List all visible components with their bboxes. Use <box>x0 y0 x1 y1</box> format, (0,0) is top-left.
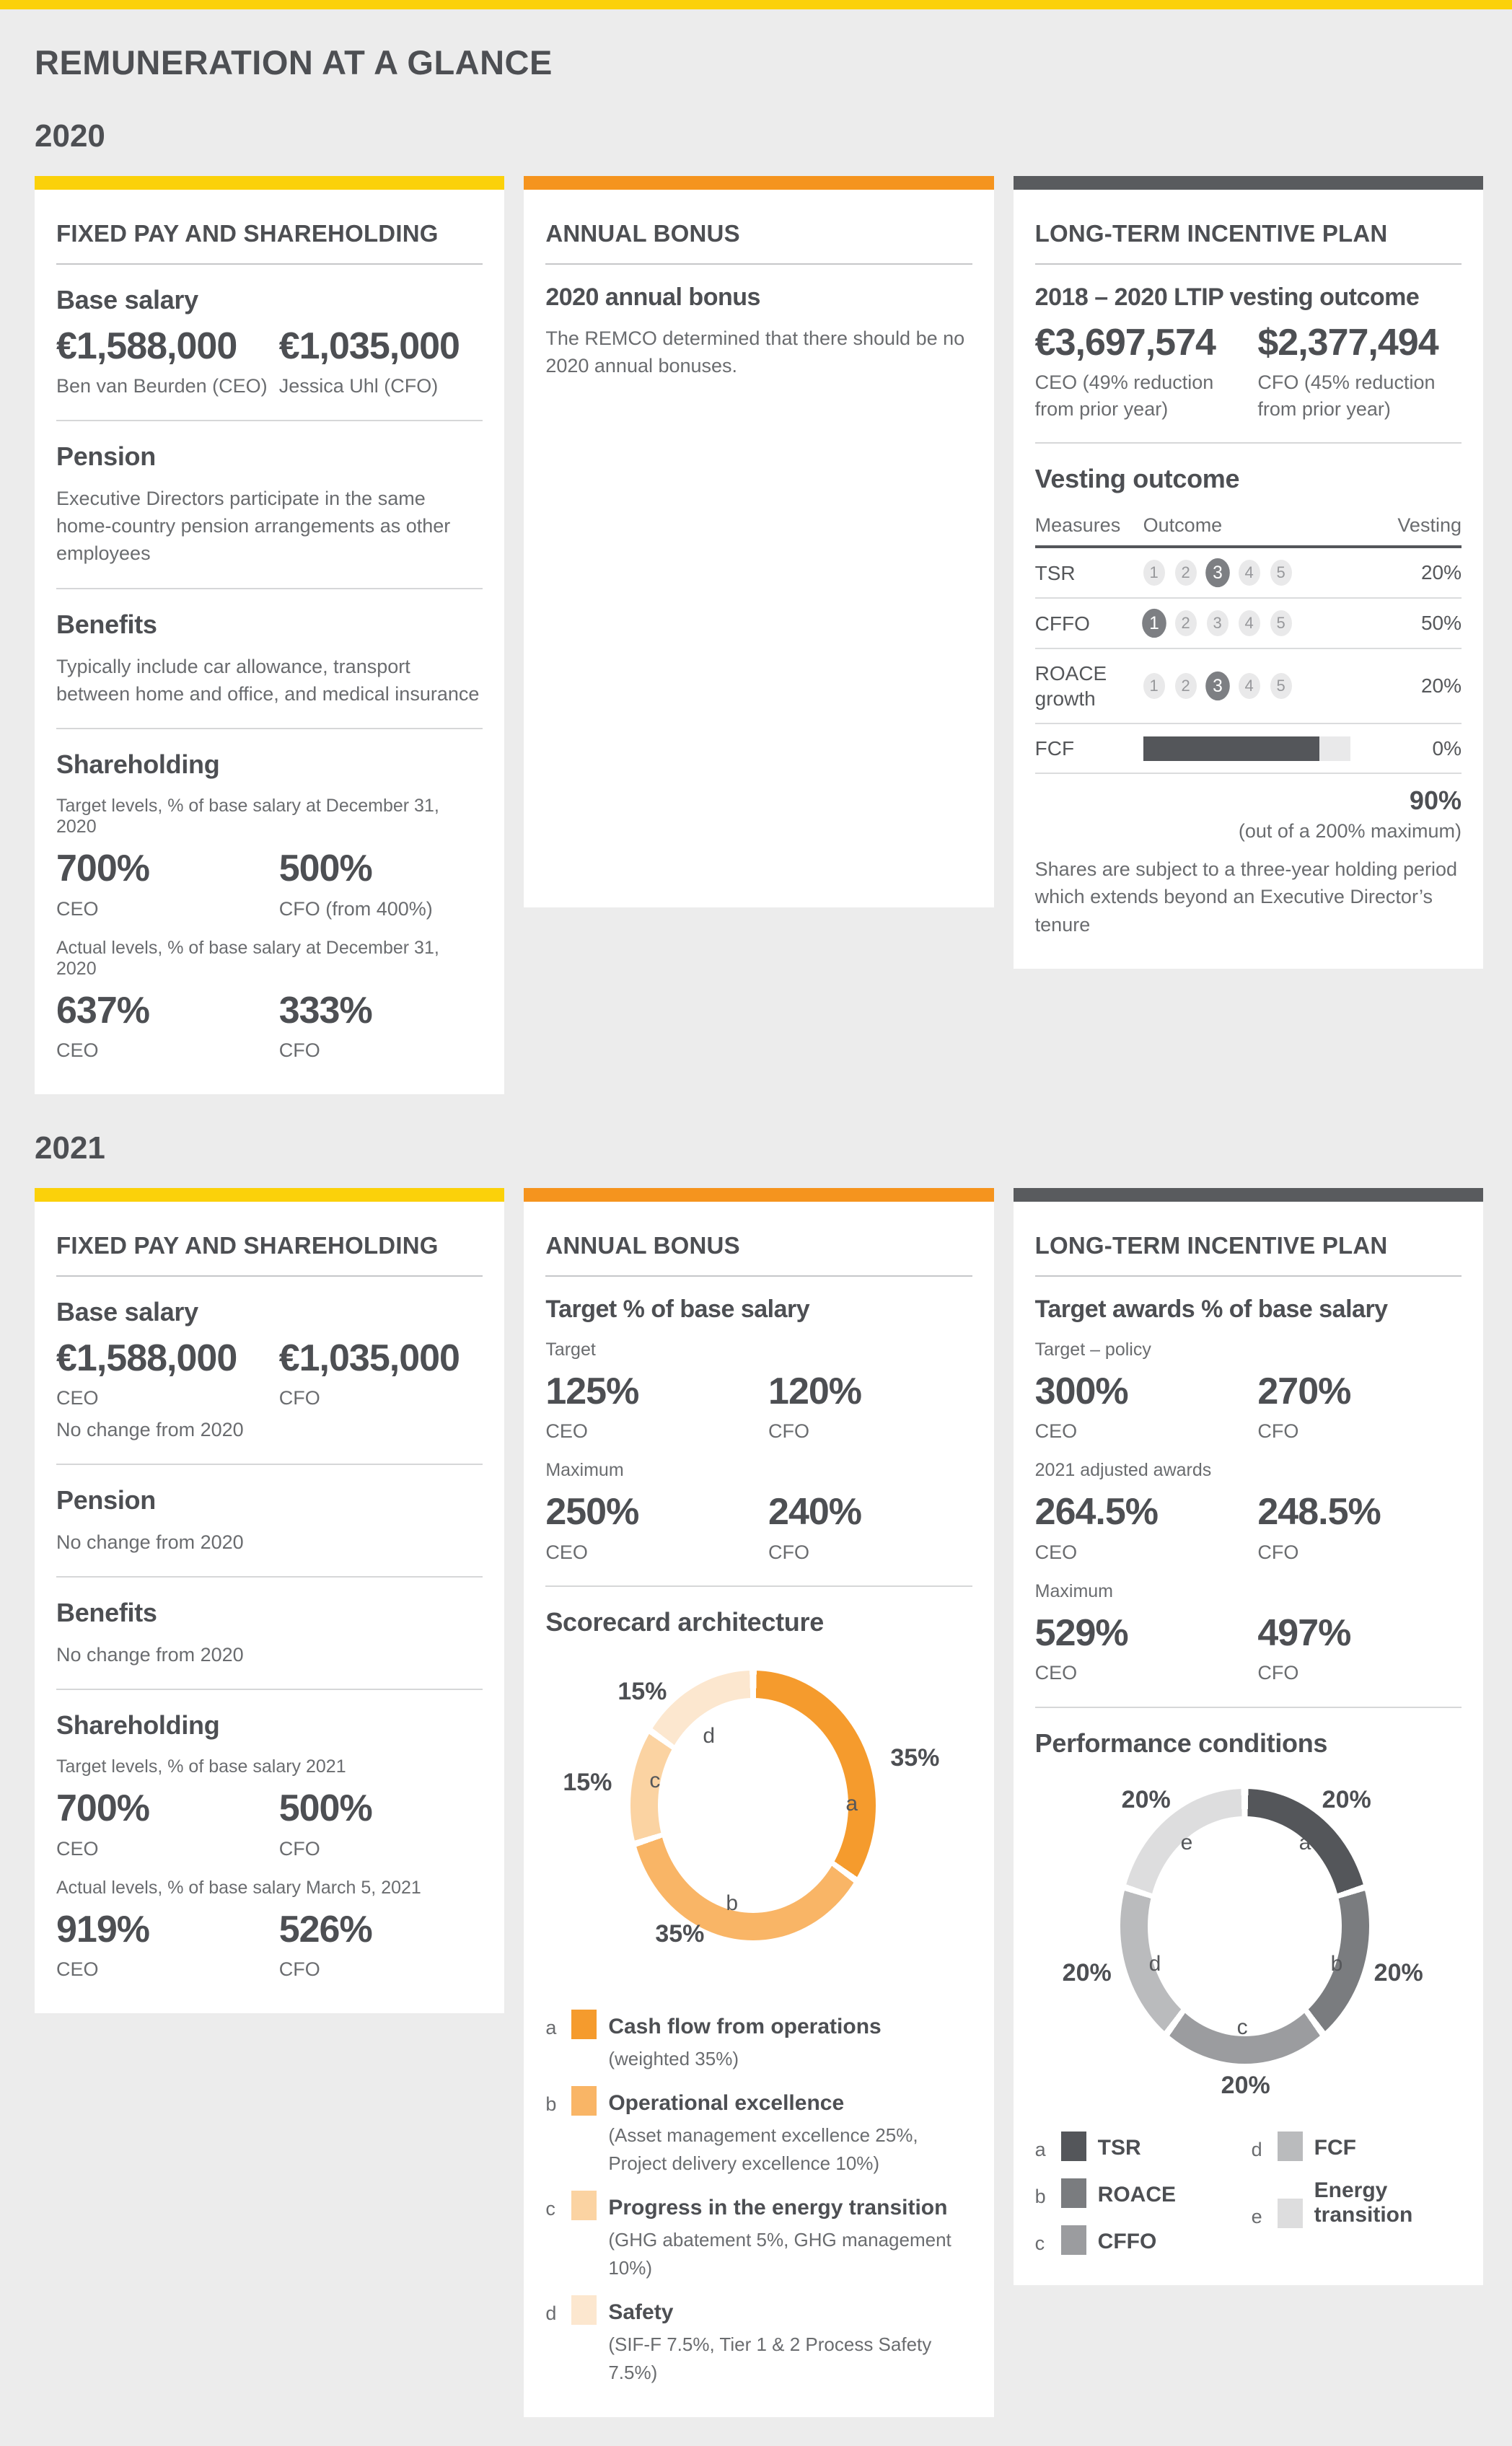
target-ceo-value: 700% <box>56 848 149 890</box>
legend-item-roace <box>1035 2178 1252 2208</box>
outcome-dot-3-active: 3 <box>1205 558 1230 587</box>
divider <box>56 588 483 589</box>
bonus-text: The REMCO determined that there should be no 2020 annual bonuses. <box>545 327 965 377</box>
card-accent-bar-yellow <box>35 1188 504 1202</box>
cfo-column <box>768 1491 972 1565</box>
card-body <box>524 190 993 410</box>
year-heading-2021: 2021 <box>35 1130 105 1166</box>
outcome-dot-3: 3 <box>1207 610 1228 636</box>
divider <box>56 420 483 421</box>
cfo-column <box>279 325 483 400</box>
segment-d-pct-label: 20% <box>1062 1958 1112 1987</box>
shareholding-title: Shareholding <box>56 1710 220 1741</box>
bonus-target-cfo-label: CFO <box>768 1420 810 1442</box>
ltip-cfo-label: CFO (45% reduction from prior year) <box>1257 371 1436 420</box>
legend-label: TSR <box>1097 2136 1141 2160</box>
card-accent-bar-yellow <box>35 176 504 190</box>
legend-column-left <box>1035 2114 1252 2255</box>
segment-a-letter: a <box>1298 1830 1311 1855</box>
base-salary-title: Base salary <box>56 1296 198 1327</box>
bonus-target-cfo: 120% <box>768 1370 862 1412</box>
segment-c-pct-label: 15% <box>563 1769 612 1796</box>
vesting-outcome-table <box>1035 507 1462 843</box>
adjusted-ceo-label: CEO <box>1034 1541 1078 1563</box>
cards-row-2021 <box>35 1188 1483 2417</box>
base-salary-title: Base salary <box>56 285 198 314</box>
pension-title: Pension <box>56 441 156 471</box>
segment-b-pct-label: 35% <box>655 1920 705 1948</box>
page-title: REMUNERATION AT A GLANCE <box>35 43 553 82</box>
target-cfo-label: CFO (from 400%) <box>278 897 433 920</box>
ltip-vesting-values <box>1035 322 1462 422</box>
shareholding-actual-values <box>56 990 483 1064</box>
outcome-dot-5: 5 <box>1270 673 1292 699</box>
bonus-max-cfo: 240% <box>768 1491 862 1534</box>
legend-label: Safety <box>608 2300 674 2324</box>
adjusted-cfo-value: 248.5% <box>1257 1491 1381 1534</box>
legend-label: CFFO <box>1097 2230 1157 2254</box>
divider <box>1035 1707 1462 1708</box>
card-body <box>35 1202 504 2013</box>
legend-key: b <box>1034 2185 1046 2207</box>
cards-row-2020 <box>35 176 1483 1094</box>
ltip-max-ceo-label: CEO <box>1034 1662 1078 1684</box>
legend-key: b <box>545 2093 557 2115</box>
shareholding-title: Shareholding <box>56 749 220 780</box>
ceo-salary-label: Ben van Beurden (CEO) <box>56 375 268 397</box>
actual-ceo-value: 919% <box>56 1909 149 1951</box>
cfo-column <box>279 1909 483 1983</box>
ltip-max-cfo-value: 497% <box>1257 1612 1351 1654</box>
actual-cfo-value: 333% <box>278 989 372 1031</box>
legend-swatch <box>1061 2225 1086 2255</box>
ceo-column <box>1035 1371 1249 1445</box>
vesting-total <box>1035 786 1462 843</box>
year-heading-2020: 2020 <box>35 118 105 154</box>
cfo-column <box>279 1787 483 1862</box>
legend-label: FCF <box>1314 2136 1356 2160</box>
shareholding-actual-label: Actual levels, % of base salary March 5, 2021 <box>56 1878 421 1899</box>
donut-ring <box>630 1671 876 1940</box>
segment-d-letter: d <box>1148 1951 1161 1976</box>
cfo-column <box>279 990 483 1064</box>
bonus-max-ceo-label: CEO <box>545 1541 588 1563</box>
legend-item-operational-excellence <box>545 2086 972 2178</box>
ltip-subhead: Target awards % of base salary <box>1034 1295 1388 1323</box>
target-ceo-label: CEO <box>56 1837 99 1860</box>
legend-label: Operational excellence <box>608 2090 845 2115</box>
card-accent-bar-orange <box>524 176 993 190</box>
legend-item-head <box>1035 2225 1252 2255</box>
legend-item-energy-transition <box>1252 2178 1462 2228</box>
legend-key: a <box>1034 2138 1046 2160</box>
table-row-cffo <box>1035 599 1462 649</box>
cfo-column <box>1257 1612 1462 1686</box>
legend-item-safety <box>545 2295 972 2387</box>
divider <box>56 1576 483 1578</box>
outcome-dot-1: 1 <box>1143 673 1165 699</box>
adjusted-awards-label: 2021 adjusted awards <box>1034 1460 1212 1481</box>
card-body <box>524 1202 993 2417</box>
legend-sublabel: (Asset management excellence 25%, Project delivery excellence 10%) <box>608 2124 918 2174</box>
vesting-outcome-title: Vesting outcome <box>1034 464 1240 494</box>
base-salary-values <box>56 325 483 400</box>
vesting-value: 50% <box>1420 612 1462 635</box>
legend-label: Energy transition <box>1314 2178 1413 2227</box>
ceo-column <box>1035 1491 1249 1565</box>
legend-item-head <box>1035 2178 1252 2208</box>
col-outcome: Outcome <box>1143 514 1223 537</box>
measure-label: CFFO <box>1034 612 1090 635</box>
segment-e-letter: e <box>1180 1830 1193 1855</box>
legend-swatch <box>571 2010 597 2039</box>
pension-text: No change from 2020 <box>56 1531 244 1553</box>
ltip-adjusted-values <box>1035 1491 1462 1565</box>
benefits-title: Benefits <box>56 1598 157 1628</box>
ceo-column <box>56 1337 271 1443</box>
segment-a-pct-label: 20% <box>1322 1785 1371 1813</box>
bonus-target-ceo-label: CEO <box>545 1420 588 1442</box>
holding-period-note: Shares are subject to a three-year holding period which extends beyond an Executive Director’s tenure <box>1034 858 1458 936</box>
card-body <box>1014 190 1483 969</box>
benefits-text: No change from 2020 <box>56 1644 244 1666</box>
ltip-subhead: 2018 – 2020 LTIP vesting outcome <box>1034 283 1420 311</box>
benefits-title: Benefits <box>56 609 157 639</box>
ceo-column <box>56 1909 271 1983</box>
legend-item-head <box>545 2010 972 2039</box>
legend-label: Cash flow from operations <box>608 2014 882 2038</box>
performance-conditions-legend <box>1035 2114 1462 2255</box>
vesting-value: 20% <box>1420 674 1462 698</box>
outcome-scale-dots <box>1143 673 1382 699</box>
legend-sublabel: (SIF-F 7.5%, Tier 1 & 2 Process Safety 7.5%) <box>608 2333 932 2383</box>
table-row-roace-growth <box>1035 649 1462 724</box>
bonus-target-ceo: 125% <box>545 1370 639 1412</box>
outcome-dot-1: 1 <box>1143 560 1165 586</box>
target-ceo-label: CEO <box>56 897 99 920</box>
segment-c-pct-label: 20% <box>1221 2071 1270 2099</box>
legend-item-head <box>1035 2132 1252 2161</box>
legend-item-cffo <box>1035 2225 1252 2255</box>
legend-label: ROACE <box>1097 2183 1176 2207</box>
outcome-dot-5: 5 <box>1270 610 1292 636</box>
vesting-value: 20% <box>1420 561 1462 584</box>
legend-label: Progress in the energy transition <box>608 2195 948 2220</box>
policy-cfo-value: 270% <box>1257 1370 1351 1412</box>
measure-label: ROACE growth <box>1034 662 1107 711</box>
base-salary-values <box>56 1337 483 1443</box>
actual-ceo-label: CEO <box>56 1039 99 1062</box>
target-cfo-value: 500% <box>278 848 372 890</box>
cfo-column <box>279 848 483 922</box>
segment-a-pct-label: 35% <box>890 1744 940 1772</box>
maximum-label: Maximum <box>545 1460 624 1481</box>
progress-bar-fill <box>1143 736 1319 761</box>
bonus-subhead: 2020 annual bonus <box>545 283 760 311</box>
policy-cfo-label: CFO <box>1257 1420 1299 1442</box>
outcome-progress-bar <box>1143 736 1350 761</box>
ltip-ceo-value: €3,697,574 <box>1034 322 1216 364</box>
legend-key: c <box>545 2198 555 2220</box>
card-title: ANNUAL BONUS <box>545 220 972 265</box>
section-2021 <box>35 1130 1483 2417</box>
legend-item-head <box>1252 2178 1462 2228</box>
shareholding-target-label: Target levels, % of base salary 2021 <box>56 1756 346 1777</box>
measure-label: FCF <box>1034 737 1075 760</box>
outcome-dot-4: 4 <box>1239 560 1260 586</box>
ceo-salary-value: €1,588,000 <box>56 1337 237 1379</box>
divider <box>545 1585 972 1587</box>
card-title: ANNUAL BONUS <box>545 1232 972 1277</box>
ltip-cfo-value: $2,377,494 <box>1257 322 1438 364</box>
segment-a-letter: a <box>845 1792 858 1816</box>
card-accent-bar-orange <box>524 1188 993 1202</box>
adjusted-cfo-label: CFO <box>1257 1541 1299 1563</box>
section-2020 <box>35 118 1483 1094</box>
segment-b-pct-label: 20% <box>1373 1958 1423 1987</box>
legend-item-head <box>545 2295 972 2325</box>
policy-label: Target – policy <box>1034 1339 1151 1360</box>
shareholding-actual-label: Actual levels, % of base salary at December 31, 2020 <box>56 937 439 979</box>
cfo-column <box>279 1337 483 1443</box>
cfo-salary-value: €1,035,000 <box>278 1337 460 1379</box>
adjusted-ceo-value: 264.5% <box>1034 1491 1159 1534</box>
col-measures: Measures <box>1034 514 1121 537</box>
pension-title: Pension <box>56 1484 156 1515</box>
legend-item-energy-transition-progress <box>545 2191 972 2282</box>
ceo-column <box>1035 1612 1249 1686</box>
target-label: Target <box>545 1339 596 1360</box>
cfo-column <box>1257 322 1462 422</box>
ceo-column <box>56 1787 271 1862</box>
actual-ceo-value: 637% <box>56 989 149 1031</box>
ceo-column <box>56 848 271 922</box>
ceo-column <box>545 1491 760 1565</box>
divider <box>1035 442 1462 444</box>
card-body <box>1014 1202 1483 2285</box>
legend-key: e <box>1251 2205 1262 2227</box>
legend-column-right <box>1252 2114 1462 2255</box>
table-row-fcf <box>1035 724 1462 774</box>
legend-swatch <box>1278 2199 1303 2228</box>
outcome-scale-dots <box>1143 560 1382 586</box>
outcome-dot-4: 4 <box>1239 673 1260 699</box>
target-ceo-value: 700% <box>56 1787 149 1830</box>
legend-key: a <box>545 2017 557 2038</box>
outcome-dot-2: 2 <box>1175 610 1197 636</box>
legend-swatch <box>571 2191 597 2220</box>
outcome-dot-2: 2 <box>1175 673 1197 699</box>
legend-item-fcf <box>1252 2132 1462 2161</box>
bonus-subhead: Target % of base salary <box>545 1295 810 1323</box>
cfo-salary-label: CFO <box>278 1386 320 1409</box>
legend-swatch <box>571 2295 597 2325</box>
legend-key: c <box>1034 2232 1045 2254</box>
ceo-column <box>545 1371 760 1445</box>
outcome-dot-3-active: 3 <box>1205 672 1230 700</box>
legend-item-head <box>1252 2132 1462 2161</box>
card-ltip-2020 <box>1014 176 1483 969</box>
card-fixed-pay-2021 <box>35 1188 504 2013</box>
cfo-column <box>1257 1491 1462 1565</box>
card-annual-bonus-2021 <box>524 1188 993 2417</box>
divider <box>56 1689 483 1690</box>
legend-swatch <box>1278 2132 1303 2161</box>
page-content <box>0 43 1512 2446</box>
outcome-dot-5: 5 <box>1270 560 1292 586</box>
scorecard-donut-chart <box>563 1671 940 1948</box>
bonus-max-values <box>545 1491 972 1565</box>
bonus-target-values <box>545 1371 972 1445</box>
top-accent-bar <box>0 0 1512 9</box>
pension-text: Executive Directors participate in the same home-country pension arrangements as other employees <box>56 487 451 565</box>
actual-cfo-value: 526% <box>278 1909 372 1951</box>
bonus-max-ceo: 250% <box>545 1491 639 1534</box>
benefits-text: Typically include car allowance, transport between home and office, and medical insurance <box>56 655 480 705</box>
outcome-scale-dots <box>1143 610 1382 636</box>
shareholding-target-values <box>56 1787 483 1862</box>
cfo-column <box>768 1371 972 1445</box>
legend-sublabel: (GHG abatement 5%, GHG management 10%) <box>608 2229 951 2279</box>
vesting-value: 0% <box>1432 736 1462 760</box>
outcome-dot-4: 4 <box>1239 610 1260 636</box>
target-cfo-value: 500% <box>278 1787 372 1830</box>
shareholding-actual-values <box>56 1909 483 1983</box>
legend-key: d <box>1251 2138 1262 2160</box>
bonus-max-cfo-label: CFO <box>768 1541 810 1563</box>
target-cfo-label: CFO <box>278 1837 320 1860</box>
ceo-salary-note: No change from 2020 <box>56 1419 244 1441</box>
policy-ceo-label: CEO <box>1034 1420 1078 1442</box>
card-title: FIXED PAY AND SHAREHOLDING <box>56 220 483 265</box>
segment-c-letter: c <box>649 1769 661 1792</box>
ceo-salary-value: €1,588,000 <box>56 325 237 367</box>
legend-item-head <box>545 2086 972 2116</box>
performance-conditions-donut-chart <box>1062 1785 1423 2099</box>
card-ltip-2021 <box>1014 1188 1483 2285</box>
outcome-dot-1-active: 1 <box>1142 609 1166 638</box>
legend-swatch <box>1061 2132 1086 2161</box>
card-accent-bar-dark <box>1014 176 1483 190</box>
segment-e-pct-label: 20% <box>1121 1785 1171 1813</box>
segment-b-letter: b <box>726 1891 739 1915</box>
shareholding-target-values <box>56 848 483 922</box>
card-fixed-pay-2020 <box>35 176 504 1094</box>
divider <box>56 728 483 729</box>
legend-swatch <box>571 2086 597 2116</box>
donut-hole <box>658 1698 848 1913</box>
cfo-salary-label: Jessica Uhl (CFO) <box>278 375 439 397</box>
ceo-salary-label: CEO <box>56 1386 99 1409</box>
segment-d-pct-label: 15% <box>617 1678 667 1705</box>
performance-conditions-title: Performance conditions <box>1034 1728 1328 1758</box>
donut-hole <box>1148 1816 1342 2036</box>
actual-ceo-label: CEO <box>56 1958 99 1981</box>
ceo-column <box>56 990 271 1064</box>
legend-swatch <box>1061 2178 1086 2208</box>
ltip-max-ceo-value: 529% <box>1034 1612 1128 1654</box>
legend-item-tsr <box>1035 2132 1252 2161</box>
total-vesting-note: (out of a 200% maximum) <box>1238 820 1462 843</box>
segment-d-letter: d <box>703 1724 716 1748</box>
scorecard-legend <box>545 2010 972 2387</box>
legend-sublabel: (weighted 35%) <box>608 2048 739 2069</box>
card-title: FIXED PAY AND SHAREHOLDING <box>56 1232 483 1277</box>
cfo-salary-value: €1,035,000 <box>278 325 460 367</box>
card-title: LONG-TERM INCENTIVE PLAN <box>1035 220 1462 265</box>
col-vesting: Vesting <box>1397 514 1462 537</box>
total-vesting-value: 90% <box>1409 786 1462 816</box>
actual-cfo-label: CFO <box>278 1039 320 1062</box>
ltip-ceo-label: CEO (49% reduction from prior year) <box>1034 371 1214 420</box>
card-title: LONG-TERM INCENTIVE PLAN <box>1035 1232 1462 1277</box>
card-annual-bonus-2020 <box>524 176 993 907</box>
scorecard-title: Scorecard architecture <box>545 1607 824 1637</box>
legend-item-cash-flow <box>545 2010 972 2073</box>
card-accent-bar-dark <box>1014 1188 1483 1202</box>
actual-cfo-label: CFO <box>278 1958 320 1981</box>
table-row-tsr <box>1035 548 1462 599</box>
legend-key: d <box>545 2302 557 2324</box>
maximum-label: Maximum <box>1034 1581 1113 1601</box>
segment-c-letter: c <box>1236 2015 1248 2039</box>
ceo-column <box>1035 322 1249 422</box>
ceo-column <box>56 325 271 400</box>
legend-item-head <box>545 2191 972 2220</box>
shareholding-target-label: Target levels, % of base salary at December 31, 2020 <box>56 796 439 837</box>
measure-label: TSR <box>1034 561 1076 584</box>
ltip-max-values <box>1035 1612 1462 1686</box>
policy-ceo-value: 300% <box>1034 1370 1128 1412</box>
divider <box>56 1464 483 1465</box>
segment-b-letter: b <box>1330 1951 1343 1976</box>
outcome-dot-2: 2 <box>1175 560 1197 586</box>
table-header-row <box>1035 507 1462 548</box>
cfo-column <box>1257 1371 1462 1445</box>
card-body <box>35 190 504 1094</box>
ltip-policy-values <box>1035 1371 1462 1445</box>
ltip-max-cfo-label: CFO <box>1257 1662 1299 1684</box>
